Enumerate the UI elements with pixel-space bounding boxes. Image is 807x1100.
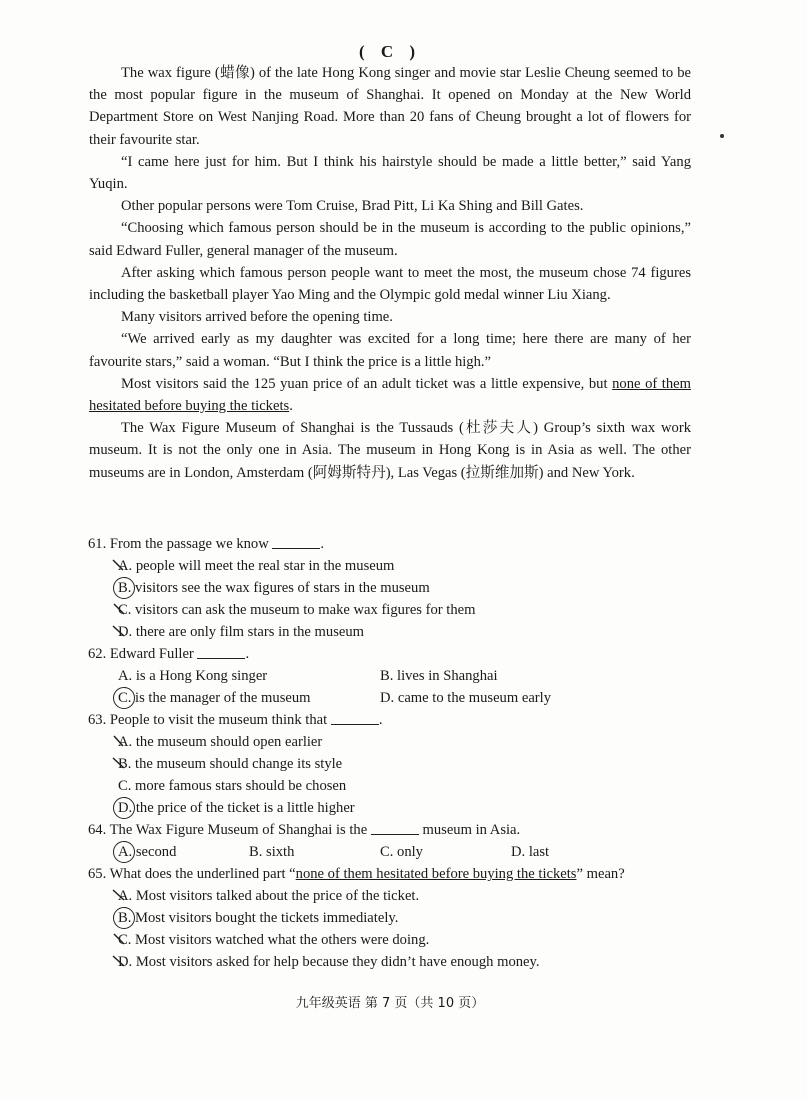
paragraph-text: Most visitors said the 125 yuan price of an adult ticket was a little expensive, but: [121, 375, 613, 392]
passage-paragraph: [89, 373, 691, 417]
strike-mark-icon: [112, 624, 126, 638]
option-text: B. visitors see the wax figures of stars in the museum: [118, 580, 430, 596]
stem-text: 62. Edward Fuller: [88, 646, 198, 662]
option-a[interactable]: [118, 731, 698, 753]
answer-blank: [331, 710, 379, 725]
option-b[interactable]: [118, 907, 698, 929]
option-d[interactable]: [118, 797, 698, 819]
question-stem: [88, 643, 698, 665]
question-64: [88, 819, 698, 863]
circle-mark-icon: [113, 841, 135, 863]
stem-text: .: [245, 646, 250, 662]
option-row: [118, 841, 698, 863]
option-text: D. there are only film stars in the museum: [118, 624, 365, 640]
option-d[interactable]: [118, 621, 698, 643]
answer-blank: [371, 820, 419, 835]
option-text: A. second: [118, 844, 177, 860]
strike-mark-icon: [112, 888, 126, 902]
reading-passage: [89, 62, 691, 484]
passage-paragraph: “We arrived early as my daughter was excited for a long time; here there are many of her favourite stars,” said a woman. “But I think the price is a little high.”: [89, 331, 691, 370]
stem-text: ” mean?: [576, 866, 625, 882]
option-text: C. Most visitors watched what the others were doing.: [118, 932, 430, 948]
circle-mark-icon: [113, 907, 135, 929]
question-stem: [88, 819, 698, 841]
strike-mark-icon: [112, 602, 126, 616]
option-b[interactable]: [118, 577, 698, 599]
page-footer: 九年级英语 第 7 页（共 10 页）: [295, 996, 485, 1011]
circle-mark-icon: [113, 797, 135, 819]
answer-blank: [197, 644, 245, 659]
passage-paragraph: Other popular persons were Tom Cruise, Brad Pitt, Li Ka Shing and Bill Gates.: [121, 198, 584, 215]
option-b[interactable]: B. lives in Shanghai: [380, 668, 498, 684]
option-text: C. is the manager of the museum: [118, 690, 311, 706]
option-a[interactable]: [118, 555, 698, 577]
question-stem: [88, 863, 698, 885]
passage-paragraph: Many visitors arrived before the opening time.: [121, 309, 393, 326]
option-d[interactable]: [118, 951, 698, 973]
question-list: [88, 533, 698, 973]
passage-paragraph: “I came here just for him. But I think his hairstyle should be made a little better,” said Yang Yuqin.: [89, 153, 691, 193]
option-text: A. people will meet the real star in the museum: [118, 558, 395, 574]
strike-mark-icon: [112, 756, 126, 770]
question-stem: [88, 533, 698, 555]
underlined-phrase: none of them hesitated before buying the tickets: [89, 375, 691, 415]
section-title: ( C ): [358, 42, 422, 61]
passage-paragraph: The wax figure (蜡像) of the late Hong Kong singer and movie star Leslie Cheung seemed to be the most popular figure in the museum of Shanghai. It opened on Monday at the New World Department Store on West Nanjing Road. More than 20 fans of Cheung brought a lot of flowers for their favourite star.: [89, 65, 691, 148]
strike-mark-icon: [112, 954, 126, 968]
option-d[interactable]: D. last: [511, 844, 550, 860]
option-b[interactable]: [118, 753, 698, 775]
stem-text: .: [378, 712, 383, 728]
option-row: [118, 687, 698, 709]
option-c[interactable]: [118, 599, 698, 621]
option-c[interactable]: [118, 929, 698, 951]
stem-text: 61. From the passage we know: [88, 536, 273, 552]
answer-blank: [272, 534, 320, 549]
option-text: D. Most visitors asked for help because they didn’t have enough money.: [118, 954, 540, 970]
circle-mark-icon: [113, 577, 135, 599]
option-text: B. the museum should change its style: [118, 756, 343, 772]
question-65: [88, 863, 698, 973]
passage-paragraph: “Choosing which famous person should be in the museum is according to the public opinions,” said Edward Fuller, general manager of the museum.: [89, 220, 691, 259]
option-text: D. the price of the ticket is a little higher: [118, 800, 355, 816]
option-text: A. the museum should open earlier: [118, 734, 323, 750]
option-text: C. visitors can ask the museum to make wax figures for them: [118, 602, 476, 618]
option-c[interactable]: C. only: [380, 844, 423, 860]
option-c[interactable]: C. more famous stars should be chosen: [118, 778, 347, 794]
stem-text: museum in Asia.: [418, 822, 521, 838]
question-63: [88, 709, 698, 819]
option-text: B. Most visitors bought the tickets immediately.: [118, 910, 399, 926]
option-a[interactable]: A. is a Hong Kong singer: [118, 668, 268, 684]
option-a[interactable]: [118, 885, 698, 907]
question-62: [88, 643, 698, 709]
stem-text: .: [320, 536, 325, 552]
option-a[interactable]: [118, 841, 249, 863]
stem-text: 63. People to visit the museum think that: [88, 712, 331, 728]
passage-paragraph: The Wax Figure Museum of Shanghai is the Tussauds (杜莎夫人) Group’s sixth wax work museum. It is not the only one in Asia. The museum in Hong Kong is in Asia as well. The other museums are in London, Amsterdam (阿姆斯特丹), Las Vegas (拉斯维加斯) and New York.: [89, 420, 691, 481]
circle-mark-icon: [113, 687, 135, 709]
passage-paragraph: After asking which famous person people want to meet the most, the museum chose 74 figures including the basketball player Yao Ming and the Olympic gold medal winner Liu Xiang.: [89, 264, 691, 304]
question-stem: [88, 709, 698, 731]
stem-text: 64. The Wax Figure Museum of Shanghai is the: [88, 822, 371, 838]
option-b[interactable]: B. sixth: [249, 844, 295, 860]
paragraph-text: .: [289, 398, 293, 415]
strike-mark-icon: [112, 932, 126, 946]
option-d[interactable]: D. came to the museum early: [380, 690, 552, 706]
strike-mark-icon: [112, 558, 126, 572]
option-c[interactable]: [118, 687, 380, 709]
option-text: A. Most visitors talked about the price of the ticket.: [118, 888, 420, 904]
stem-text: 65. What does the underlined part “: [88, 866, 296, 882]
underlined-phrase: none of them hesitated before buying the tickets: [295, 866, 577, 882]
scan-speck: [720, 134, 724, 138]
question-61: [88, 533, 698, 643]
option-row: [118, 665, 698, 687]
strike-mark-icon: [112, 734, 126, 748]
